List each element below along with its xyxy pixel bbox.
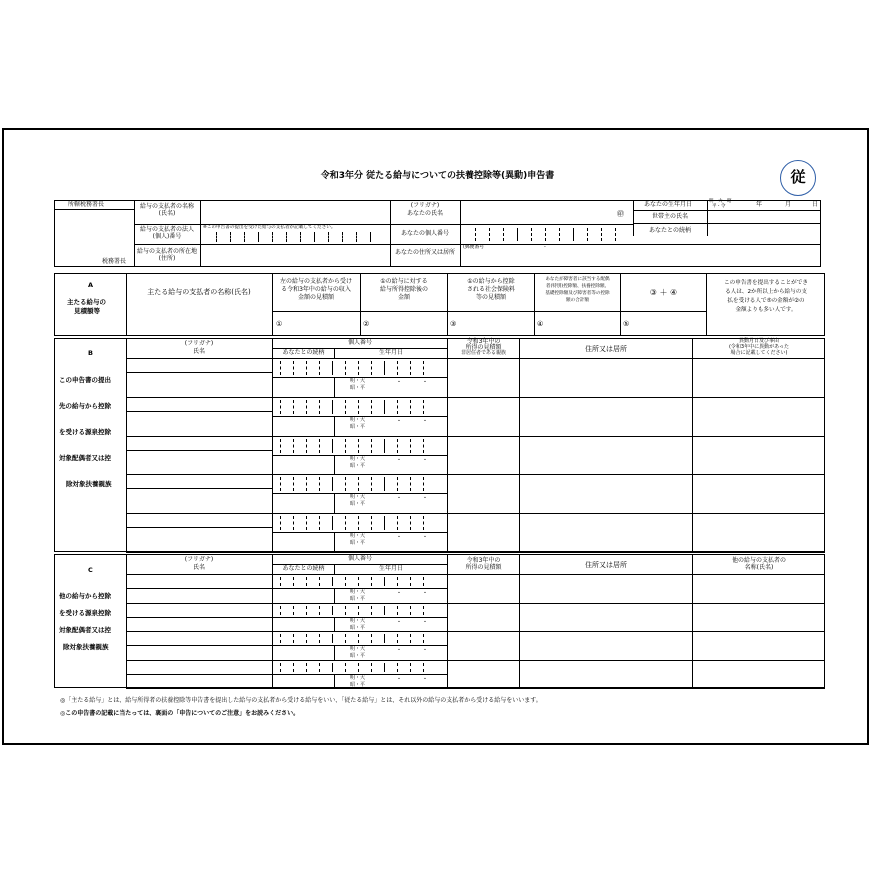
b-relationship-field-4[interactable] (274, 494, 332, 512)
b-dot: ・ (396, 417, 403, 425)
householder-field[interactable] (709, 212, 819, 222)
b-number-field-1[interactable] (274, 359, 445, 376)
c-number-field-3[interactable] (274, 632, 445, 644)
c-dot: ・ (422, 590, 429, 597)
b-address-field-5[interactable] (521, 514, 690, 551)
c-dot: ・ (396, 590, 403, 597)
a-col6-l4: 金額よりも多い人です。 (735, 307, 797, 313)
c-name-field-3[interactable] (128, 646, 270, 659)
b-change-header-2: (令和3年中に異動があった (728, 344, 790, 350)
c-birth-field-3[interactable] (366, 646, 445, 659)
section-b-letter: B (88, 349, 93, 357)
a-amount-2-field[interactable] (371, 313, 445, 334)
c-number-field-1[interactable] (274, 575, 445, 587)
b-last-field-1[interactable] (694, 359, 823, 396)
b-number-field-3[interactable] (274, 437, 445, 454)
b-address-field-2[interactable] (521, 398, 690, 435)
section-a-label-2: 見積額等 (74, 307, 100, 315)
c-birth-field-1[interactable] (366, 589, 445, 602)
a-col-payer: 主たる給与の支払者の名称(氏名) (147, 288, 251, 296)
c-furigana-field-2[interactable] (128, 604, 270, 616)
b-relationship-field-2[interactable] (274, 417, 332, 435)
b-relationship-divider (334, 377, 335, 397)
a-col3-l1: ①の給与から控除 (467, 278, 515, 285)
note-1: ◎「主たる給与」とは、給与所得者の扶養控除等申告書を提出した給与の支払者から受ける給与をいい、「従たる給与」とは、それ以外の給与の支払者から受ける給与をいいます。 (60, 697, 542, 704)
b-relationship-divider (334, 532, 335, 552)
a-mark-5: ⑤ (623, 320, 630, 328)
b-dot: ・ (396, 534, 403, 542)
b-era-2: 昭・平 (350, 501, 366, 508)
b-birth-field-4[interactable] (366, 494, 445, 512)
c-address-field-2[interactable] (521, 604, 690, 631)
your-address-label: あなたの住所又は居所 (394, 249, 455, 256)
householder-label: 世帯主の氏名 (651, 213, 688, 220)
c-birth-field-2[interactable] (366, 618, 445, 631)
b-income-header-1: 令和3年中の (466, 338, 501, 345)
a-col6-l2: る人は、2か所以上から給与の支 (725, 289, 807, 295)
b-dot: ・ (396, 379, 403, 386)
c-income-field-4[interactable] (449, 661, 517, 688)
note-2: ◎この申告書の記載に当たっては、裏面の「申告についてのご注意」をお読みください。 (60, 710, 300, 717)
a-payer-field[interactable] (128, 313, 270, 334)
payer-number-note: ※この申告書の提出を受けた給与の支払者が記載してください。 (203, 225, 336, 230)
c-dot: ・ (396, 647, 403, 654)
b-change-header-1: 異動月日及び事由 (738, 338, 779, 344)
c-income-header-1: 令和3年中の (466, 557, 501, 564)
a-col4-l4: 額の合計額 (566, 298, 589, 303)
b-dot: ・ (422, 417, 429, 425)
c-name-field-4[interactable] (128, 675, 270, 688)
payer-name-label: 給与の支払者の名称(氏名) (139, 203, 194, 217)
birth-era-bottom: 平・令 (712, 204, 726, 209)
c-number-field-4[interactable] (274, 661, 445, 673)
b-relationship-field-5[interactable] (274, 533, 332, 551)
c-relationship-divider (334, 674, 335, 689)
c-income-field-2[interactable] (449, 604, 517, 631)
c-birth-field-4[interactable] (366, 675, 445, 688)
your-name-label: あなたの氏名 (406, 210, 443, 217)
c-last-field-2[interactable] (694, 604, 823, 631)
c-relationship-divider (334, 645, 335, 660)
b-address-field-1[interactable] (521, 359, 690, 396)
payer-address-field[interactable] (202, 246, 388, 265)
c-income-field-1[interactable] (449, 575, 517, 602)
b-birth-header: 生年月日 (378, 349, 403, 356)
a-mark-2: ② (363, 320, 370, 328)
section-b-side-5: 除対象扶養親族 (66, 480, 112, 488)
b-relationship-header: あなたとの続柄 (282, 349, 325, 356)
c-last-field-1[interactable] (694, 575, 823, 602)
document-page (2, 128, 869, 745)
c-era-2: 昭・平 (350, 624, 366, 631)
a-col5: ③ ＋ ④ (649, 288, 678, 297)
b-change-header-3: 場合に記載してください) (730, 350, 788, 356)
section-a-label-1: 主たる給与の (67, 298, 106, 306)
a-mark-4: ④ (537, 320, 544, 328)
c-number-field-2[interactable] (274, 604, 445, 616)
c-last-field-3[interactable] (694, 632, 823, 659)
b-nonresident-header: 非居住者である親族 (460, 350, 506, 356)
birth-era-top: 明・大・昭 (709, 199, 732, 204)
a-amount-5-field[interactable] (631, 313, 704, 334)
a-col1-l1: 左の給与の支払者から受け (279, 278, 352, 285)
b-number-field-5[interactable] (274, 514, 445, 531)
c-era-1: 明・大 (350, 589, 366, 595)
b-dot: ・ (422, 495, 429, 503)
a-mark-1: ① (276, 320, 283, 328)
b-dot: ・ (422, 456, 429, 464)
b-name-field-3[interactable] (128, 451, 270, 474)
c-name-field-2[interactable] (128, 618, 270, 631)
b-furigana-field-3[interactable] (128, 437, 270, 449)
c-number-header: 個人番号 (347, 555, 372, 562)
form-title: 令和3年分 従たる給与についての扶養控除等(異動)申告書 (320, 171, 555, 181)
b-name-header: 氏名 (192, 348, 205, 355)
b-last-field-5[interactable] (694, 514, 823, 551)
c-relationship-field-4[interactable] (274, 675, 332, 688)
section-c-letter: C (88, 566, 93, 574)
c-relationship-header: あなたとの続柄 (282, 565, 325, 572)
a-col4-l3: 基礎控除額及び障害者等の控除 (545, 291, 610, 296)
c-era-2: 昭・平 (350, 681, 366, 688)
b-dot: ・ (396, 456, 403, 464)
a-amount-1-field[interactable] (284, 313, 358, 334)
c-relationship-field-2[interactable] (274, 618, 332, 631)
c-dot: ・ (396, 675, 403, 683)
b-era-2: 昭・平 (350, 462, 366, 469)
section-b-side-1: この申告書の提出 (59, 376, 111, 384)
c-dot: ・ (422, 618, 429, 626)
tax-office-label: 所轄税務署長 (68, 201, 105, 208)
b-dot: ・ (422, 534, 429, 542)
c-relationship-field-3[interactable] (274, 646, 332, 659)
c-address-field-1[interactable] (521, 575, 690, 602)
a-col2-l1: ①の給与に対する (380, 278, 428, 285)
c-era-1: 明・大 (350, 617, 366, 624)
b-income-field-4[interactable] (449, 475, 517, 512)
b-income-header-2: 所得の見積額 (465, 344, 502, 351)
a-col2-l3: 金額 (397, 294, 410, 301)
b-address-field-4[interactable] (521, 475, 690, 512)
c-relationship-divider (334, 588, 335, 603)
b-era-1: 明・大 (350, 378, 366, 384)
b-era-1: 明・大 (350, 533, 366, 540)
your-address-field[interactable] (462, 251, 819, 265)
relationship-field[interactable] (709, 225, 819, 235)
c-dot: ・ (422, 647, 429, 654)
your-number-label: あなたの個人番号 (400, 230, 449, 237)
a-col3-l2: される社会保険料 (466, 286, 515, 293)
postal-code-label: (郵便番号 (463, 245, 485, 250)
section-c-side-3: 対象配偶者又は控 (59, 626, 111, 634)
birth-year-unit: 年 (756, 201, 763, 208)
a-col4-l1: あなたが障害者に該当する配偶 (545, 277, 610, 282)
b-address-header: 住所又は居所 (585, 345, 627, 353)
b-era-1: 明・大 (350, 494, 366, 501)
b-birth-field-3[interactable] (366, 456, 445, 474)
a-col3-l3: 等の見積額 (475, 294, 506, 301)
b-address-field-3[interactable] (521, 437, 690, 474)
b-name-field-1[interactable] (128, 373, 270, 396)
b-row-line (126, 552, 825, 553)
b-era-1: 明・大 (350, 416, 366, 423)
section-b-side-2: 先の給与から控除 (59, 402, 111, 410)
c-relationship-divider (334, 617, 335, 632)
birth-month-unit: 月 (785, 201, 792, 208)
b-relationship-divider (334, 493, 335, 513)
c-era-2: 昭・平 (350, 653, 366, 659)
b-income-field-1[interactable] (449, 359, 517, 396)
b-birth-field-2[interactable] (366, 417, 445, 435)
b-furigana-field-1[interactable] (128, 359, 270, 371)
b-income-field-2[interactable] (449, 398, 517, 435)
b-number-field-2[interactable] (274, 398, 445, 415)
b-last-field-2[interactable] (694, 398, 823, 435)
c-furigana-field-3[interactable] (128, 632, 270, 644)
c-address-field-4[interactable] (521, 661, 690, 688)
c-furigana-field-4[interactable] (128, 661, 270, 673)
c-other-payer-header-2: 名称(氏名) (744, 564, 774, 571)
your-name-field[interactable] (462, 202, 631, 222)
a-col1-l3: 金額の見積額 (297, 294, 334, 301)
c-other-payer-header-1: 他の給与の支払者の (731, 557, 786, 564)
c-address-header: 住所又は居所 (585, 561, 627, 569)
a-col6-l1: この申告書を提出することができ (724, 280, 808, 286)
section-b-side-3: を受ける源泉控除 (59, 428, 111, 436)
c-dot: ・ (422, 675, 429, 683)
b-relationship-divider (334, 455, 335, 475)
c-relationship-field-1[interactable] (274, 589, 332, 602)
b-era-2: 昭・平 (350, 385, 366, 391)
c-era-2: 昭・平 (350, 596, 366, 602)
a-mark-3: ③ (450, 320, 457, 328)
jyu-badge: 従 (780, 160, 816, 196)
c-name-field-1[interactable] (128, 589, 270, 602)
your-name-furigana: (フリガナ) (410, 202, 440, 209)
c-last-field-4[interactable] (694, 661, 823, 688)
c-birth-header: 生年月日 (378, 565, 403, 572)
b-number-header: 個人番号 (347, 339, 372, 346)
payer-name-field[interactable] (202, 202, 388, 222)
b-furigana-field-4[interactable] (128, 475, 270, 487)
relationship-label: あなたとの続柄 (648, 227, 691, 234)
a-col4-l2: 者(特別)控除額、扶養控除額、 (545, 284, 610, 289)
b-relationship-field-1[interactable] (274, 378, 332, 396)
b-last-field-3[interactable] (694, 437, 823, 474)
section-c-side-1: 他の給与から控除 (59, 592, 111, 600)
b-number-field-4[interactable] (274, 475, 445, 492)
payer-number-label: 給与の支払者の法人(個人)番号 (139, 226, 194, 240)
b-last-field-4[interactable] (694, 475, 823, 512)
section-a-letter: A (88, 281, 94, 289)
b-relationship-divider (334, 416, 335, 436)
b-dot: ・ (396, 495, 403, 503)
b-dot: ・ (422, 379, 429, 386)
section-b-side-4: 対象配偶者又は控 (59, 454, 111, 462)
postal-dash: - (544, 244, 546, 250)
b-furigana-field-2[interactable] (128, 398, 270, 410)
payer-address-label: 給与の支払者の所在地(住所) (137, 248, 198, 262)
c-furigana-header: (フリガナ) (184, 556, 214, 563)
c-dot: ・ (396, 618, 403, 626)
a-col6-l3: 払を受ける人で⑤の金額が②の (727, 298, 805, 304)
seal-mark: ㊞ (617, 210, 624, 218)
b-birth-field-1[interactable] (366, 378, 445, 396)
b-income-field-3[interactable] (449, 437, 517, 474)
c-era-1: 明・大 (350, 674, 366, 681)
tax-office-field[interactable] (56, 211, 132, 257)
b-name-field-5[interactable] (128, 528, 270, 551)
b-era-2: 昭・平 (350, 540, 366, 547)
b-era-2: 昭・平 (350, 423, 366, 430)
b-name-field-2[interactable] (128, 412, 270, 435)
c-name-header: 氏名 (192, 564, 205, 571)
a-col1-l2: る令和3年中の給与の収入 (281, 286, 351, 293)
birth-day-unit: 日 (812, 201, 819, 208)
birth-label: あなたの生年月日 (644, 201, 693, 208)
b-income-field-5[interactable] (449, 514, 517, 551)
b-era-1: 明・大 (350, 455, 366, 462)
tax-office-bottom-label: 税務署長 (102, 258, 127, 265)
b-furigana-field-5[interactable] (128, 514, 270, 526)
your-number-field[interactable] (462, 226, 631, 243)
b-relationship-field-3[interactable] (274, 456, 332, 474)
c-era-1: 明・大 (350, 646, 366, 652)
a-col2-l2: 給与所得控除後の (379, 286, 428, 293)
c-income-field-3[interactable] (449, 632, 517, 659)
c-furigana-field-1[interactable] (128, 575, 270, 587)
a-amount-3-field[interactable] (458, 313, 532, 334)
a-amount-4-field[interactable] (545, 313, 618, 334)
section-c-side-2: を受ける源泉控除 (59, 609, 111, 617)
c-address-field-3[interactable] (521, 632, 690, 659)
b-furigana-header: (フリガナ) (184, 340, 214, 347)
c-income-header-2: 所得の見積額 (465, 564, 502, 571)
b-name-field-4[interactable] (128, 489, 270, 512)
section-c-side-4: 除対象扶養親族 (63, 643, 109, 651)
b-birth-field-5[interactable] (366, 533, 445, 551)
c-row-line (126, 688, 825, 689)
